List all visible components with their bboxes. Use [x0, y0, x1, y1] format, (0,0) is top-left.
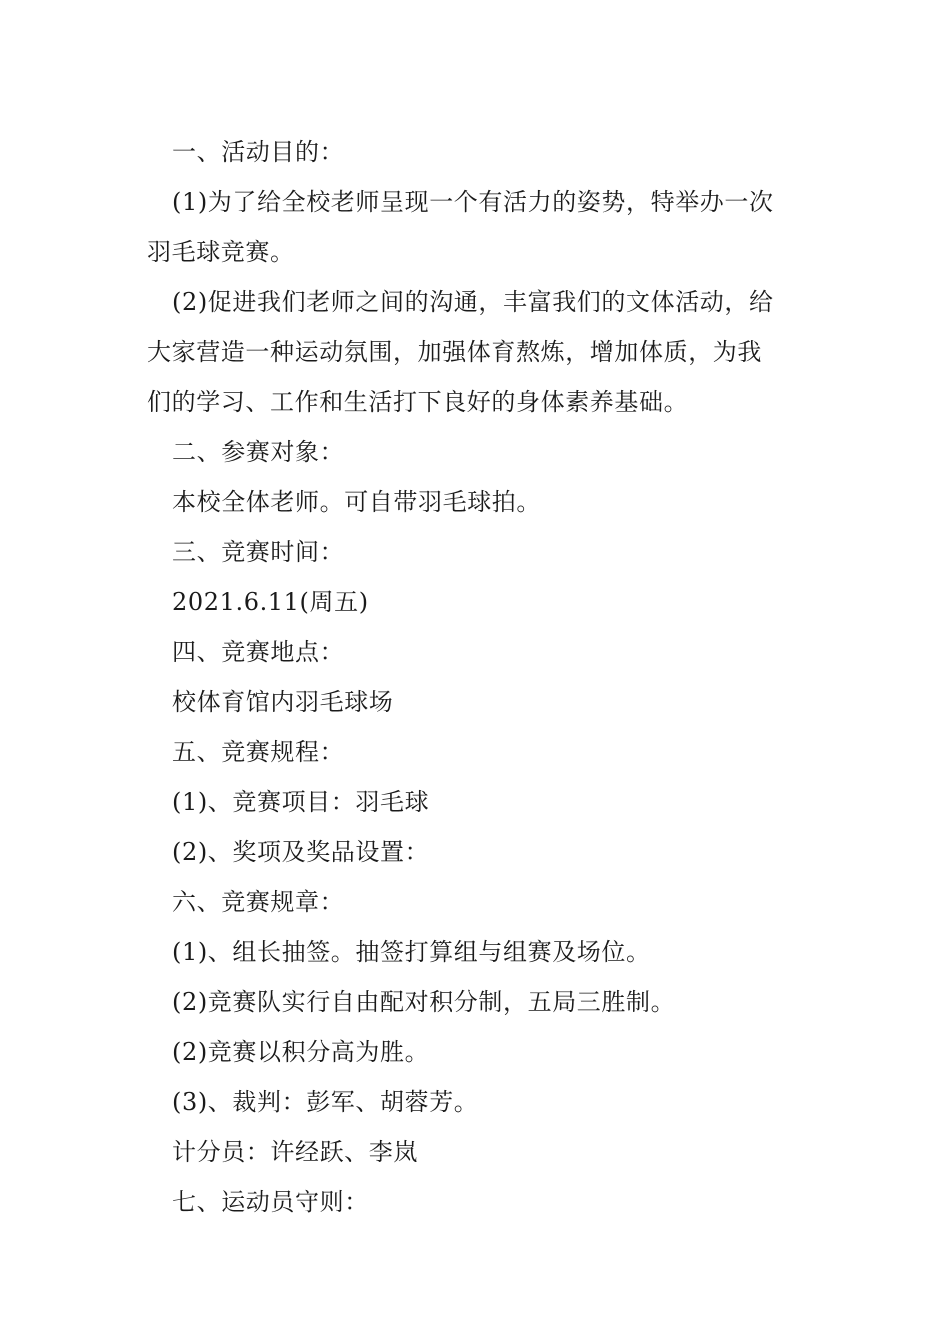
paragraph-line: (1)为了给全校老师呈现一个有活力的姿势，特举办一次 [172, 188, 774, 216]
paragraph-line: 校体育馆内羽毛球场 [172, 688, 394, 716]
list-item: (2)竞赛队实行自由配对积分制，五局三胜制。 [172, 988, 676, 1016]
list-item: (1)、组长抽签。抽签打算组与组赛及场位。 [172, 938, 651, 966]
heading-participants: 二、参赛对象： [172, 438, 345, 466]
competition-date: 2021.6.11(周五) [172, 588, 369, 616]
heading-athlete-rules: 七、运动员守则： [172, 1188, 369, 1216]
paragraph-line: 本校全体老师。可自带羽毛球拍。 [172, 488, 541, 516]
list-item: (1)、竞赛项目：羽毛球 [172, 788, 430, 816]
heading-competition-time: 三、竞赛时间： [172, 538, 345, 566]
heading-competition-rules: 五、竞赛规程： [172, 738, 345, 766]
list-item: (2)竞赛以积分高为胜。 [172, 1038, 430, 1066]
paragraph-line: (2)促进我们老师之间的沟通，丰富我们的文体活动，给 [172, 288, 774, 316]
list-item: (3)、裁判：彭军、胡蓉芳。 [172, 1088, 479, 1116]
paragraph-line: 们的学习、工作和生活打下良好的身体素养基础。 [147, 388, 689, 416]
list-item: (2)、奖项及奖品设置： [172, 838, 430, 866]
heading-activity-purpose: 一、活动目的： [172, 138, 345, 166]
paragraph-line: 大家营造一种运动氛围，加强体育熬炼，增加体质，为我 [147, 338, 762, 366]
paragraph-line: 羽毛球竞赛。 [147, 238, 295, 266]
heading-competition-venue: 四、竞赛地点： [172, 638, 345, 666]
heading-competition-regulations: 六、竞赛规章： [172, 888, 345, 916]
paragraph-line: 计分员：许经跃、李岚 [172, 1138, 418, 1166]
